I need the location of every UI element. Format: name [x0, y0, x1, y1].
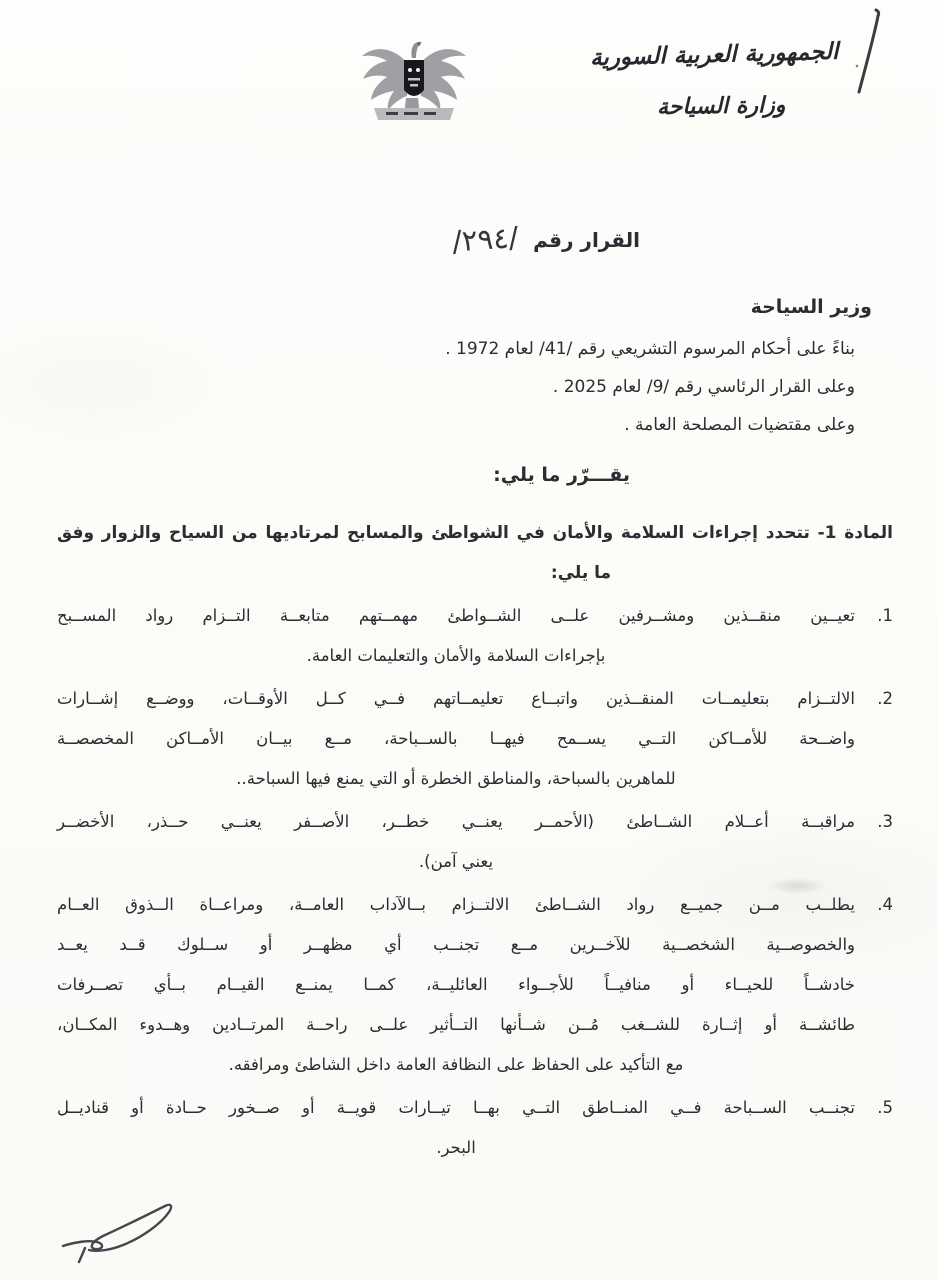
decree-number-line — [450, 220, 640, 259]
preamble-line: بناءً على أحكام المرسوم التشريعي رقم /41/ لعام 1972 . — [445, 339, 855, 359]
list-item-1-number: 1. — [877, 606, 893, 625]
pen-stroke-mark — [845, 4, 885, 99]
list-item-3-line: مراقبــة أعــلام الشــاطئ (الأحمــر يعنــي خطــر، الأصــفر يعنــي حــذر، الأخضــر — [57, 812, 855, 831]
list-item-2-line: الالتــزام بتعليمــات المنقــذين واتبــاع تعليمــاتهم فــي كــل الأوقــات، ووضــع إشــارات — [57, 689, 855, 708]
list-item-2 — [57, 679, 893, 799]
decree-number-handwritten: /٢٩٤/ — [450, 220, 520, 259]
signature-scribble — [45, 1190, 215, 1275]
article-1-line: المادة 1- تتحدد إجراءات السلامة والأمان في الشواطئ والمسابح لمرتاديها من السياح والزوار وفق — [57, 523, 893, 543]
preamble-line: وعلى القرار الرئاسي رقم /9/ لعام 2025 . — [552, 377, 855, 397]
list-item-1-line: بإجراءات السلامة والأمان والتعليمات العامة. — [306, 646, 606, 665]
scan-smudge — [767, 878, 827, 894]
list-item-2-line: للماهرين بالسباحة، والمناطق الخطرة أو التي يمنع فيها السباحة.. — [236, 769, 676, 788]
preamble-line: وعلى مقتضيات المصلحة العامة . — [624, 415, 855, 435]
decree-label: القرار رقم — [533, 228, 640, 252]
list-item-4-number: 4. — [877, 895, 893, 914]
list-item-2-number: 2. — [877, 689, 893, 708]
minister-title: وزير السياحة — [750, 296, 872, 318]
header-ministry-title: وزارة السياحة — [656, 92, 786, 121]
list-item-3-line: يعني آمن). — [418, 852, 494, 871]
list-item-1 — [57, 596, 893, 676]
header-country-title: الجمهورية العربية السورية — [589, 38, 839, 72]
list-item-3 — [57, 802, 893, 882]
article-1-paragraph — [57, 513, 893, 593]
decides-heading: يقـــرّر ما يلي: — [493, 464, 630, 486]
list-item-2-line: واضــحة للأمــاكن التــي يســمح فيهــا بالســباحة، مــع بيــان الأمــاكن المخصصــة — [57, 729, 855, 748]
list-item-4-line: يطلــب مــن جميــع رواد الشــاطئ الالتــزام بــالآداب العامــة، ومراعــاة الــذوق العــام — [57, 895, 855, 914]
list-item-5-line: البحر. — [436, 1138, 476, 1157]
list-item-4-line: والخصوصــية الشخصــية للآخــرين مــع تجنــب أي مظهــر أو ســلوك قــد يعــد — [57, 935, 855, 954]
syrian-eagle-emblem — [356, 36, 472, 130]
list-item-5-number: 5. — [877, 1098, 893, 1117]
list-item-5 — [57, 1088, 893, 1168]
list-item-3-number: 3. — [877, 812, 893, 831]
list-item-4-line: مع التأكيد على الحفاظ على النظافة العامة داخل الشاطئ ومرافقه. — [228, 1055, 684, 1074]
article-1-line: ما يلي: — [550, 563, 612, 583]
preamble-block — [445, 330, 855, 444]
list-item-1-line: تعيــين منقــذين ومشــرفين علــى الشــواطئ مهمــتهم متابعــة التــزام رواد المســبح — [57, 606, 855, 625]
list-item-4 — [57, 885, 893, 1085]
list-item-5-line: تجنــب الســباحة فــي المنــاطق التــي بهــا تيــارات قويــة أو صــخور حــادة أو قناديــل — [57, 1098, 855, 1117]
list-item-4-line: خادشــاً للحيــاء أو منافيــاً للأجــواء العائليــة، كمــا يمنــع القيــام بــأي تصــرفات — [57, 975, 855, 994]
list-item-4-line: طائشــة أو إثــارة للشــغب مُــن شــأنها التــأثير علــى راحــة المرتــادين وهــدوء المكــان، — [57, 1015, 855, 1034]
decree-body — [57, 513, 893, 1168]
